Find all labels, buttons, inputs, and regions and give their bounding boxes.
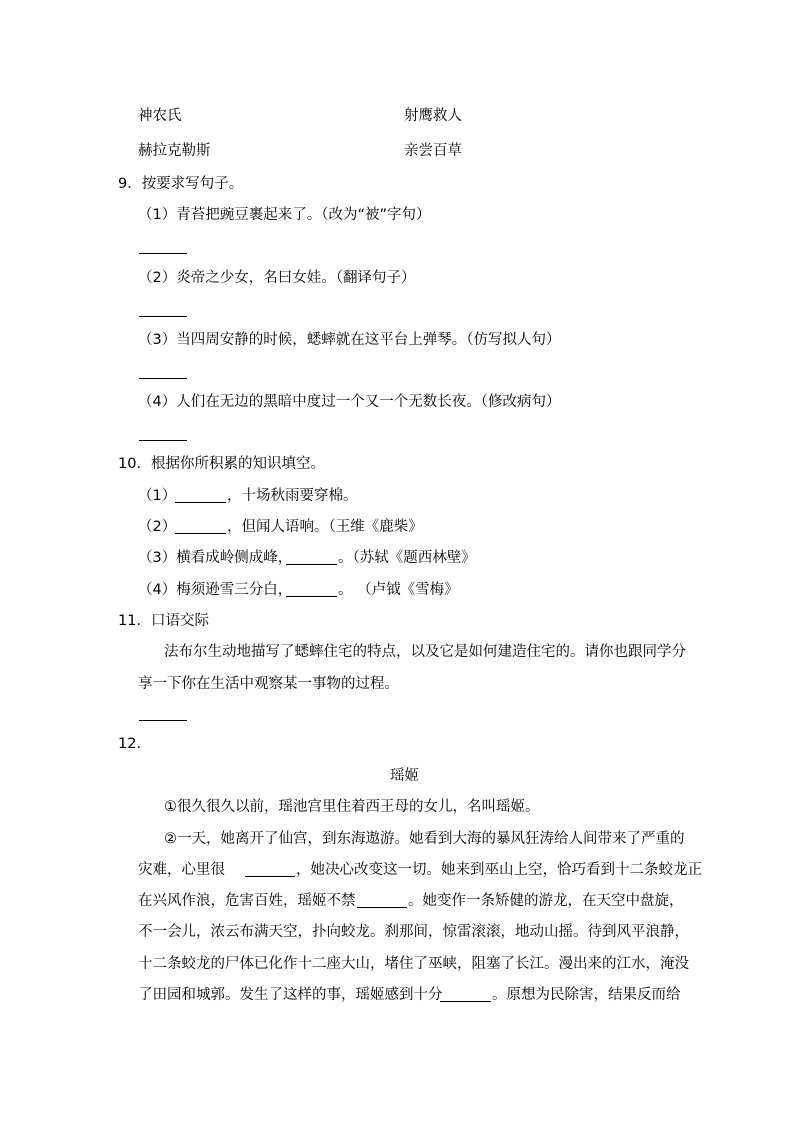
q11-paragraph-line-2: 享一下你在生活中观察某一事物的过程。 [138,676,399,692]
q10-fill-blank-2[interactable] [175,533,226,534]
passage-p2-line-6a: 了田园和城郭。发生了这样的事，瑶姬感到十分 [138,987,443,1003]
q10-heading: 10．根据你所积累的知识填空。 [118,456,325,472]
q10-item-2-suffix: ，但闻人语响。（王维《鹿柴》 [227,519,423,535]
q11-heading: 11．口语交际 [118,613,209,629]
q9-item-3: （3）当四周安静的时候，蟋蟀就在这平台上弹琴。（仿写拟人句） [138,332,561,348]
q10-item-1-suffix: ，十场秋雨要穿棉。 [227,488,358,504]
q10-item-2-prefix: （2） [138,519,177,535]
passage-p2-line-5: 十二条蛟龙的尸体已化作十二座大山，堵住了巫峡，阻塞了长江。漫出来的江水，淹没 [138,956,689,972]
q10-fill-blank-1[interactable] [175,502,226,503]
q11-answer-blank[interactable] [139,720,187,721]
match-left-2: 赫拉克勒斯 [138,143,211,159]
q9-item-2: （2）炎帝之少女，名曰女娃。（翻译句子） [138,270,416,286]
q10-fill-blank-3[interactable] [286,564,337,565]
passage-paragraph-1: ①很久很久以前，瑶池宫里住着西王母的女儿，名叫瑶姬。 [164,799,540,815]
match-left-1: 神农氏 [138,108,182,124]
passage-p2-line-3a: 在兴风作浪，危害百姓，瑶姬不禁 [138,893,356,909]
passage-p2-line-1: ②一天，她离开了仙宫，到东海遨游。她看到大海的暴风狂涛给人间带来了严重的 [164,831,685,847]
match-right-1: 射鹰救人 [404,108,462,124]
passage-p2-line-2b: ，她决心改变这一切。她来到巫山上空，恰巧看到十二条蛟龙正 [296,862,702,878]
q10-item-1-prefix: （1） [138,488,177,504]
passage-p2-line-4: 不一会儿，浓云布满天空，扑向蛟龙。刹那间，惊雷滚滚，地动山摇。待到风平浪静， [138,924,689,940]
q12-heading: 12． [118,736,151,752]
passage-fill-blank-2[interactable] [357,907,407,908]
passage-p2-line-2a: 灾难，心里很 [138,862,225,878]
q9-answer-blank-3[interactable] [139,378,187,379]
passage-p2-line-3b: 。她变作一条矫健的游龙，在天空中盘旋， [408,893,684,909]
q9-item-4: （4）人们在无边的黑暗中度过一个又一个无数长夜。（修改病句） [138,394,561,410]
passage-fill-blank-3[interactable] [440,1001,491,1002]
passage-title: 瑶姬 [390,768,419,784]
q9-answer-blank-4[interactable] [139,440,187,441]
q10-item-3-prefix: （3）横看成岭侧成峰， [138,550,293,566]
passage-p2-line-6b: 。原想为民除害，结果反而给 [492,987,681,1003]
q9-answer-blank-2[interactable] [139,316,187,317]
q10-item-4-prefix: （4）梅须逊雪三分白， [138,582,293,598]
q9-item-1: （1）青苔把豌豆裹起来了。（改为“被”字句） [138,207,431,223]
q10-item-4-suffix: 。 （卢钺《雪梅》 [338,582,459,598]
match-right-2: 亲尝百草 [404,143,462,159]
q10-fill-blank-4[interactable] [286,596,337,597]
q11-paragraph-line-1: 法布尔生动地描写了蟋蟀住宅的特点，以及它是如何建造住宅的。请你也跟同学分 [164,644,686,660]
passage-fill-blank-1[interactable] [245,876,295,877]
q9-heading: 9．按要求写句子。 [118,176,244,192]
q10-item-3-suffix: 。（苏轼《题西林壁》 [338,550,476,566]
q9-answer-blank-1[interactable] [139,253,187,254]
